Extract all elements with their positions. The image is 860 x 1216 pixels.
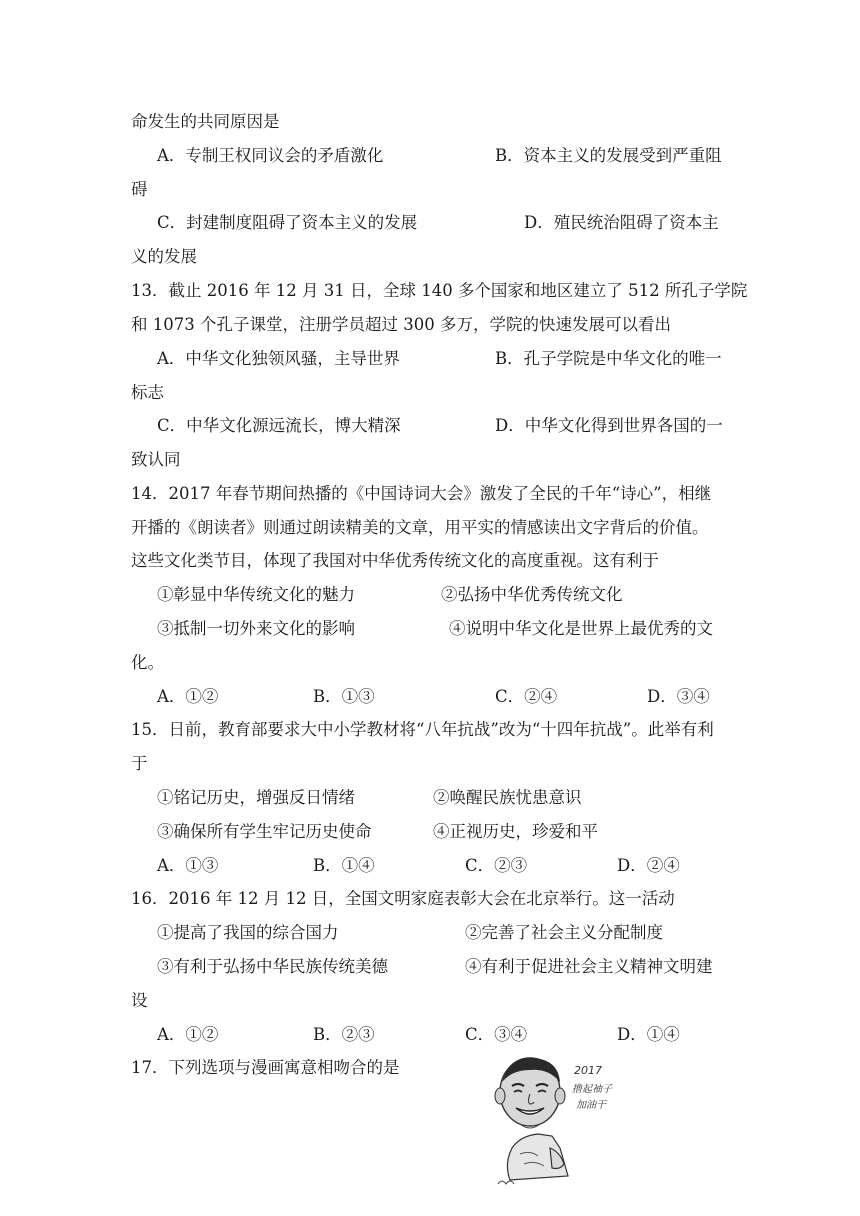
q15-option-a: A．①③ [157,856,219,875]
q13-option-d: D．中华文化得到世界各国的一 [495,416,723,435]
q14-stem-line-1: 14．2017 年春节期间热播的《中国诗词大会》激发了全民的千年“诗心”，相继 [131,484,712,503]
q15-item-3: ③确保所有学生牢记历史使命 [157,822,372,841]
q17-stem: 17．下列选项与漫画寓意相吻合的是 [131,1058,400,1077]
q14-item-4-wrap: 化。 [131,653,164,672]
q16-item-4-wrap: 设 [131,991,148,1010]
q14-item-1: ①彰显中华传统文化的魅力 [157,585,355,604]
q14-item-4: ④说明中华文化是世界上最优秀的文 [449,619,713,638]
q13-stem-line-2: 和 1073 个孔子课堂，注册学员超过 300 多万，学院的快速发展可以看出 [131,315,671,334]
q15-option-d: D．②④ [617,856,680,875]
q16-item-1: ①提高了我国的综合国力 [157,923,339,942]
q16-item-2: ②完善了社会主义分配制度 [465,923,663,942]
q13-option-a: A．中华文化独领风骚，主导世界 [157,349,400,368]
q16-option-c: C．③④ [465,1025,528,1044]
q15-option-c: C．②③ [465,856,528,875]
q13-option-d-wrap: 致认同 [131,450,181,469]
cartoon-caption-1: 撸起袖子 [572,1084,612,1095]
q15-option-b: B．①④ [313,856,375,875]
q14-option-a: A．①② [157,687,219,706]
q12-stem-tail: 命发生的共同原因是 [131,112,280,131]
cartoon-year-label: 2017 [574,1064,602,1077]
q15-item-1: ①铭记历史，增强反日情绪 [157,788,355,807]
q15-stem-line-2: 于 [131,754,148,773]
q12-option-a: A．专制王权同议会的矛盾激化 [157,146,384,165]
q14-stem-line-3: 这些文化类节目，体现了我国对中华优秀传统文化的高度重视。这有利于 [131,551,659,570]
q13-option-c: C．中华文化源远流长，博大精深 [157,416,401,435]
cartoon-caption-2: 加油干 [576,1100,606,1111]
q12-option-d-wrap: 义的发展 [131,247,197,266]
q12-option-c: C．封建制度阻碍了资本主义的发展 [157,213,418,232]
q14-item-3: ③抵制一切外来文化的影响 [157,619,355,638]
q16-item-3: ③有利于弘扬中华民族传统美德 [157,957,388,976]
q16-stem: 16．2016 年 12 月 12 日，全国文明家庭表彰大会在北京举行。这一活动 [131,889,675,908]
q13-option-b-wrap: 标志 [131,383,164,402]
q14-item-2: ②弘扬中华优秀传统文化 [441,585,623,604]
q15-item-4: ④正视历史，珍爱和平 [433,822,598,841]
q13-stem-line-1: 13．截止 2016 年 12 月 31 日，全球 140 多个国家和地区建立了 512 所孔子学院 [131,281,748,300]
q16-option-d: D．①④ [617,1025,680,1044]
q16-option-a: A．①② [157,1025,219,1044]
q15-stem-line-1: 15．日前，教育部要求大中小学教材将“八年抗战”改为“十四年抗战”。此举有利 [131,720,714,739]
q14-option-d: D．③④ [647,687,710,706]
q16-item-4: ④有利于促进社会主义精神文明建 [465,957,713,976]
q12-option-b: B．资本主义的发展受到严重阻 [495,146,722,165]
cartoon-illustration [490,1052,624,1192]
q14-stem-line-2: 开播的《朗读者》则通过朗读精美的文章，用平实的情感读出文字背后的价值。 [131,518,709,537]
q12-option-d: D．殖民统治阻碍了资本主 [524,213,719,232]
q15-item-2: ②唤醒民族忧患意识 [433,788,582,807]
q14-option-b: B．①③ [313,687,375,706]
q13-option-b: B．孔子学院是中华文化的唯一 [495,349,722,368]
q16-option-b: B．②③ [313,1025,375,1044]
q12-option-b-wrap: 碍 [131,180,148,199]
q14-option-c: C．②④ [495,687,558,706]
